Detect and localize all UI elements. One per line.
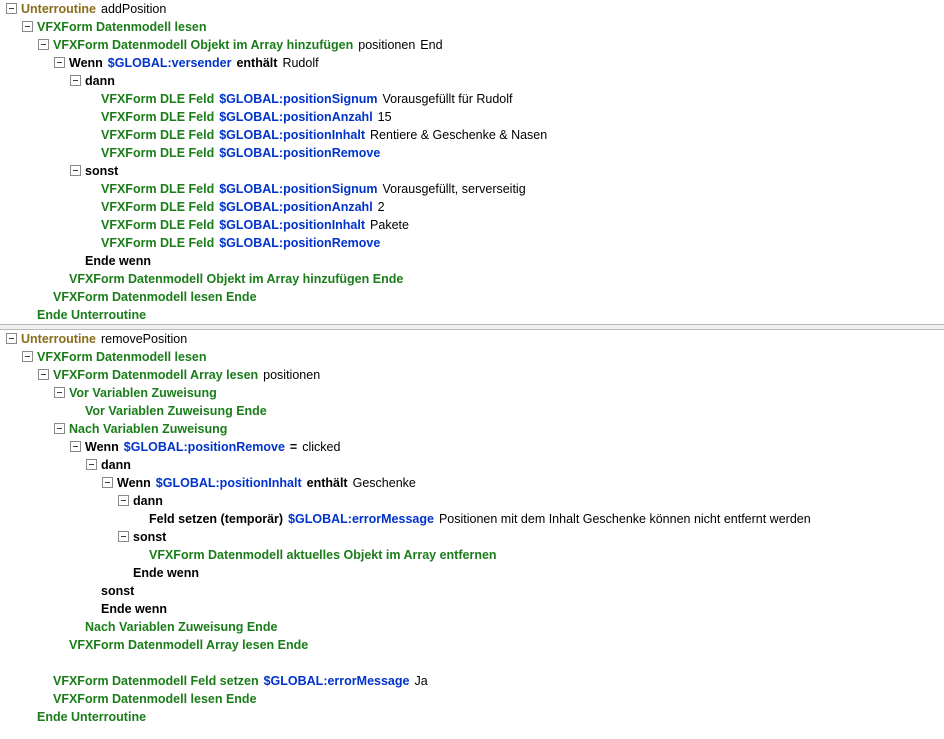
statement-keyword: Vor Variablen Zuweisung (69, 386, 217, 400)
collapse-node-icon[interactable] (118, 495, 129, 506)
variable-reference: $GLOBAL:positionInhalt (219, 218, 366, 232)
script-line[interactable] (0, 72, 944, 90)
operator: = (289, 440, 298, 454)
control-keyword: sonst (85, 164, 119, 178)
script-line[interactable] (0, 600, 944, 618)
variable-reference: $GLOBAL:positionRemove (123, 440, 285, 454)
control-keyword: sonst (133, 530, 167, 544)
statement-keyword: VFXForm Datenmodell Objekt im Array hinzufügen (53, 38, 354, 52)
value-text: Pakete (370, 218, 409, 232)
value-text: End (420, 38, 443, 52)
toggle-placeholder (86, 180, 101, 191)
collapse-node-icon[interactable] (6, 333, 17, 344)
script-line[interactable] (0, 582, 944, 600)
statement-keyword: VFXForm Datenmodell Array lesen (53, 368, 259, 382)
toggle-placeholder (86, 198, 101, 209)
toggle-placeholder (118, 564, 133, 575)
script-line[interactable] (0, 18, 944, 36)
script-line[interactable] (0, 456, 944, 474)
collapse-node-icon[interactable] (54, 57, 65, 68)
script-line[interactable] (0, 180, 944, 198)
value-text: 15 (377, 110, 392, 124)
value-text: Vorausgefüllt, serverseitig (382, 182, 526, 196)
script-line[interactable] (0, 270, 944, 288)
toggle-placeholder (22, 708, 37, 719)
script-line[interactable] (0, 144, 944, 162)
toggle-placeholder (38, 288, 53, 299)
script-line[interactable] (0, 618, 944, 636)
toggle-placeholder (86, 90, 101, 101)
script-line[interactable] (0, 384, 944, 402)
toggle-placeholder (70, 618, 85, 629)
statement-keyword: VFXForm Datenmodell Feld setzen (53, 674, 259, 688)
collapse-node-icon[interactable] (70, 441, 81, 452)
script-line[interactable] (0, 672, 944, 690)
statement-keyword: VFXForm DLE Feld (101, 218, 215, 232)
script-line[interactable] (0, 510, 944, 528)
toggle-placeholder (86, 126, 101, 137)
variable-reference: $GLOBAL:positionRemove (219, 146, 381, 160)
statement-keyword: VFXForm DLE Feld (101, 110, 215, 124)
value-text: removePosition (101, 332, 188, 346)
control-keyword: dann (133, 494, 163, 508)
collapse-node-icon[interactable] (102, 477, 113, 488)
script-line[interactable] (0, 306, 944, 324)
variable-reference: $GLOBAL:positionAnzahl (219, 110, 373, 124)
script-line[interactable] (0, 288, 944, 306)
script-line[interactable] (0, 108, 944, 126)
variable-reference: $GLOBAL:errorMessage (263, 674, 410, 688)
script-line[interactable] (0, 234, 944, 252)
variable-reference: $GLOBAL:versender (107, 56, 232, 70)
collapse-node-icon[interactable] (86, 459, 97, 470)
script-line[interactable] (0, 708, 944, 726)
toggle-placeholder (38, 690, 53, 701)
script-line[interactable] (0, 126, 944, 144)
statement-keyword: VFXForm DLE Feld (101, 128, 215, 142)
value-text: Ja (414, 674, 428, 688)
statement-keyword: Vor Variablen Zuweisung Ende (85, 404, 267, 418)
control-keyword: Feld setzen (temporär) (149, 512, 284, 526)
control-keyword: dann (101, 458, 131, 472)
toggle-placeholder (54, 270, 69, 281)
statement-keyword: Nach Variablen Zuweisung (69, 422, 228, 436)
script-line[interactable] (0, 36, 944, 54)
script-line[interactable] (0, 528, 944, 546)
toggle-placeholder (86, 234, 101, 245)
statement-keyword: VFXForm DLE Feld (101, 182, 215, 196)
script-line[interactable] (0, 162, 944, 180)
control-keyword: Ende wenn (85, 254, 151, 268)
operator: enthält (306, 476, 348, 490)
value-text: Vorausgefüllt für Rudolf (382, 92, 513, 106)
script-line[interactable] (0, 0, 944, 18)
collapse-node-icon[interactable] (54, 387, 65, 398)
script-line[interactable] (0, 438, 944, 456)
collapse-node-icon[interactable] (54, 423, 65, 434)
script-line[interactable] (0, 564, 944, 582)
collapse-node-icon[interactable] (22, 21, 33, 32)
toggle-placeholder (54, 636, 69, 647)
script-line[interactable] (0, 546, 944, 564)
collapse-node-icon[interactable] (118, 531, 129, 542)
toggle-placeholder (70, 402, 85, 413)
script-line[interactable] (0, 90, 944, 108)
variable-reference: $GLOBAL:errorMessage (288, 512, 434, 526)
script-line[interactable] (0, 474, 944, 492)
statement-keyword: VFXForm DLE Feld (101, 200, 215, 214)
script-line[interactable] (0, 330, 944, 348)
toggle-placeholder (22, 306, 37, 317)
toggle-placeholder (134, 546, 149, 557)
control-keyword: sonst (101, 584, 135, 598)
collapse-node-icon[interactable] (70, 165, 81, 176)
script-line[interactable] (0, 492, 944, 510)
control-keyword: Wenn (69, 56, 103, 70)
statement-keyword: VFXForm Datenmodell Objekt im Array hinzufügen Ende (69, 272, 404, 286)
subroutine-keyword: Unterroutine (21, 2, 96, 16)
script-line[interactable] (0, 216, 944, 234)
script-line[interactable] (0, 402, 944, 420)
subroutine-add-position (0, 0, 944, 324)
variable-reference: $GLOBAL:positionInhalt (219, 128, 366, 142)
value-text: clicked (302, 440, 341, 454)
variable-reference: $GLOBAL:positionAnzahl (219, 200, 373, 214)
toggle-placeholder (134, 510, 149, 521)
script-line[interactable] (0, 690, 944, 708)
statement-keyword: Ende Unterroutine (37, 308, 147, 322)
control-keyword: dann (85, 74, 115, 88)
variable-reference: $GLOBAL:positionRemove (219, 236, 381, 250)
control-keyword: Ende wenn (101, 602, 167, 616)
statement-keyword: VFXForm Datenmodell lesen Ende (53, 290, 257, 304)
toggle-placeholder (86, 582, 101, 593)
script-line[interactable] (0, 366, 944, 384)
statement-keyword: Ende Unterroutine (37, 710, 147, 724)
control-keyword: Ende wenn (133, 566, 199, 580)
statement-keyword: VFXForm DLE Feld (101, 236, 215, 250)
script-line[interactable] (0, 54, 944, 72)
operator: enthält (236, 56, 278, 70)
blank-line[interactable] (0, 654, 944, 672)
value-text: Rentiere & Geschenke & Nasen (370, 128, 548, 142)
value-text: positionen (358, 38, 416, 52)
statement-keyword: VFXForm Datenmodell lesen (37, 350, 207, 364)
script-line[interactable] (0, 348, 944, 366)
statement-keyword: VFXForm Datenmodell lesen Ende (53, 692, 257, 706)
subroutine-remove-position (0, 330, 944, 726)
script-line[interactable] (0, 252, 944, 270)
toggle-placeholder (86, 108, 101, 119)
statement-keyword: VFXForm Datenmodell lesen (37, 20, 207, 34)
control-keyword: Wenn (85, 440, 119, 454)
toggle-placeholder (86, 216, 101, 227)
toggle-placeholder (38, 672, 53, 683)
collapse-node-icon[interactable] (70, 75, 81, 86)
value-text: 2 (377, 200, 385, 214)
value-text: positionen (263, 368, 321, 382)
value-text: Positionen mit dem Inhalt Geschenke können nicht entfernt werden (438, 512, 811, 526)
collapse-node-icon[interactable] (6, 3, 17, 14)
toggle-placeholder (70, 252, 85, 263)
script-line[interactable] (0, 420, 944, 438)
collapse-node-icon[interactable] (22, 351, 33, 362)
statement-keyword: VFXForm Datenmodell aktuelles Objekt im Array entfernen (149, 548, 497, 562)
collapse-node-icon[interactable] (38, 39, 49, 50)
control-keyword: Wenn (117, 476, 151, 490)
statement-keyword: VFXForm Datenmodell Array lesen Ende (69, 638, 309, 652)
script-line[interactable] (0, 636, 944, 654)
variable-reference: $GLOBAL:positionSignum (219, 92, 378, 106)
subroutine-keyword: Unterroutine (21, 332, 96, 346)
variable-reference: $GLOBAL:positionSignum (219, 182, 378, 196)
value-text: Rudolf (282, 56, 319, 70)
toggle-placeholder (86, 144, 101, 155)
statement-keyword: Nach Variablen Zuweisung Ende (85, 620, 278, 634)
variable-reference: $GLOBAL:positionInhalt (155, 476, 302, 490)
toggle-placeholder (86, 600, 101, 611)
statement-keyword: VFXForm DLE Feld (101, 92, 215, 106)
value-text: addPosition (101, 2, 167, 16)
value-text: Geschenke (352, 476, 416, 490)
collapse-node-icon[interactable] (38, 369, 49, 380)
script-line[interactable] (0, 198, 944, 216)
statement-keyword: VFXForm DLE Feld (101, 146, 215, 160)
